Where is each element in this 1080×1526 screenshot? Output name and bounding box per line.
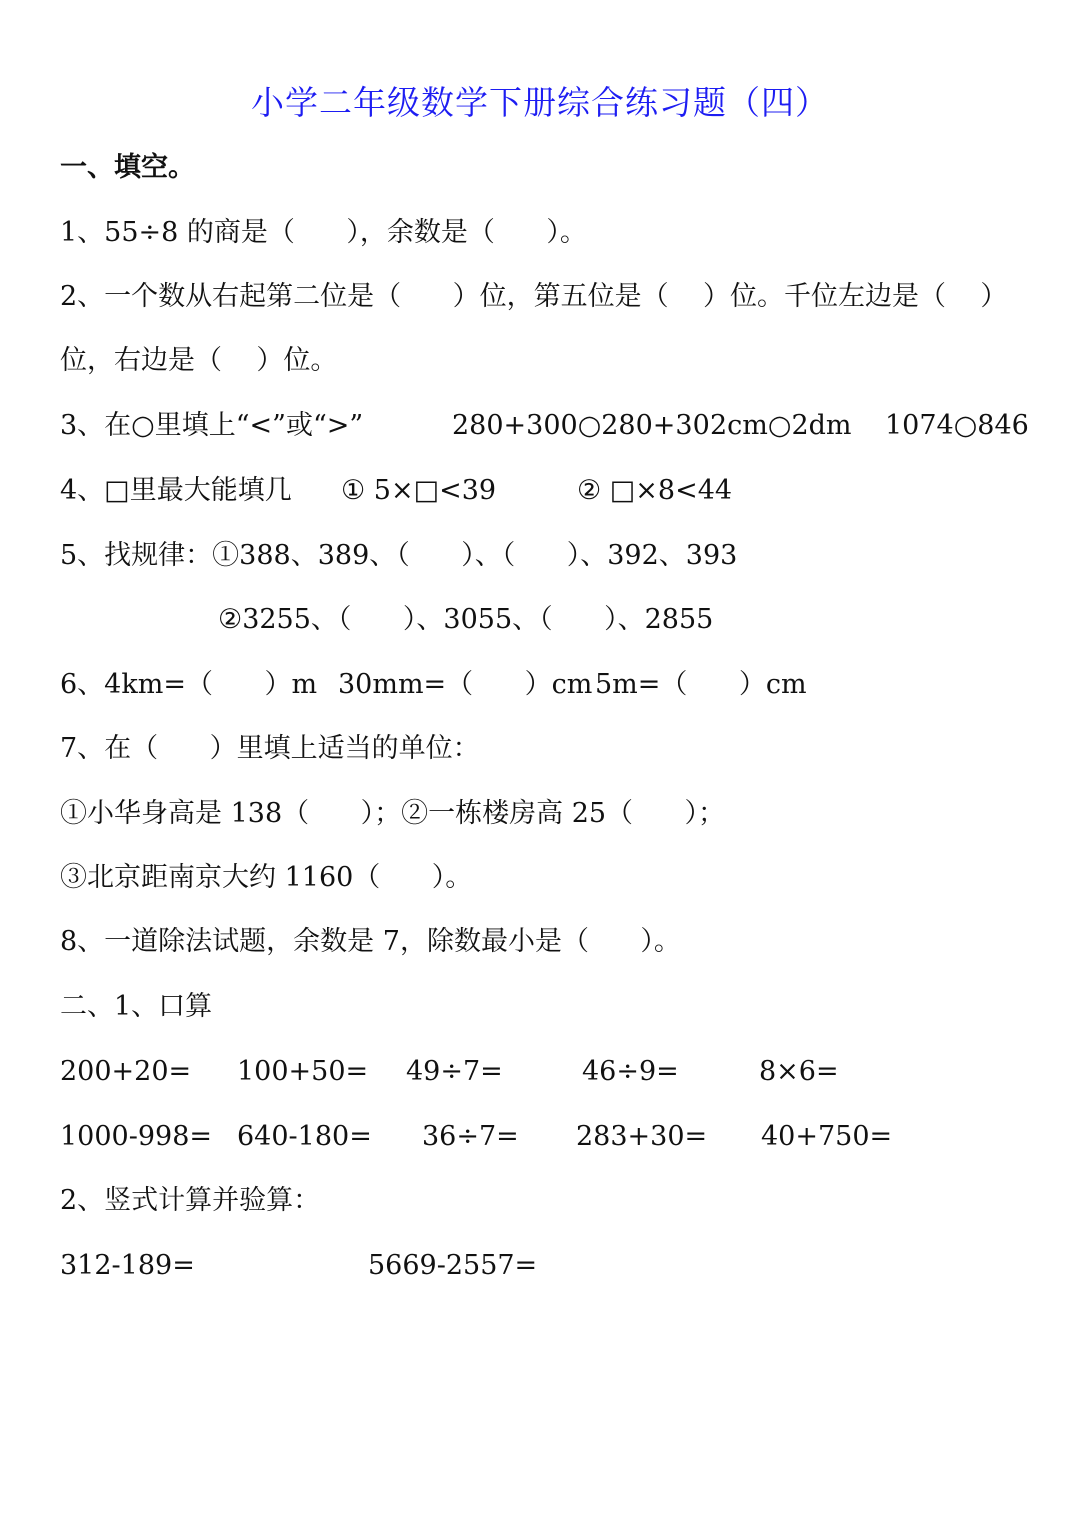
question-2-line1: 2、一个数从右起第二位是（ ）位，第五位是（ ）位。千位左边是（ ） xyxy=(60,281,1008,312)
oral-calc-item: 283+30= xyxy=(576,1121,708,1152)
section2-heading: 二、1、口算 xyxy=(60,991,213,1022)
oral-calc-item: 100+50= xyxy=(237,1056,369,1087)
question-4-item-1: ① 5×□<39 xyxy=(341,475,497,506)
question-3-item-3: 1074○846 xyxy=(885,410,1029,441)
question-2-line2: 位，右边是（ ）位。 xyxy=(60,345,338,376)
oral-calc-item: 200+20= xyxy=(60,1056,192,1087)
oral-calc-item: 1000-998= xyxy=(60,1121,212,1152)
oral-calc-item: 46÷9= xyxy=(582,1056,679,1087)
vertical-calc-item: 5669-2557= xyxy=(368,1250,538,1281)
vertical-calc-heading: 2、竖式计算并验算： xyxy=(60,1185,321,1216)
question-7-line3: ③北京距南京大约 1160（ ）。 xyxy=(60,862,473,893)
vertical-calc-item: 312-189= xyxy=(60,1250,195,1281)
question-3-item-1: 280+300○280+30 xyxy=(452,410,710,441)
question-5-line2: ②3255、（ ）、3055、（ ）、2855 xyxy=(218,604,714,635)
question-4-item-2: ② □×8<44 xyxy=(577,475,733,506)
question-7-line2: ①小华身高是 138（ ）；②一栋楼房高 25（ ）； xyxy=(60,798,726,829)
oral-calc-item: 49÷7= xyxy=(406,1056,503,1087)
question-8: 8、一道除法试题，余数是 7，除数最小是（ ）。 xyxy=(60,926,681,957)
oral-calc-item: 36÷7= xyxy=(422,1121,519,1152)
question-6-item-2: 30mm=（ ）cm xyxy=(338,669,593,700)
question-6-item-1: 6、4km=（ ）m xyxy=(60,669,318,700)
page-title: 小学二年级数学下册综合练习题（四） xyxy=(251,83,829,122)
question-1: 1、55÷8 的商是（ ），余数是（ ）。 xyxy=(60,217,587,248)
question-7-line1: 7、在（ ）里填上适当的单位： xyxy=(60,733,480,764)
section1-heading: 一、填空。 xyxy=(60,152,195,183)
question-3-item-2: 2cm○2dm xyxy=(710,410,852,441)
oral-calc-item: 8×6= xyxy=(759,1056,839,1087)
question-6-item-3: 5m=（ ）cm xyxy=(595,669,807,700)
question-5-line1: 5、找规律：①388、389、（ ）、（ ）、392、393 xyxy=(60,540,738,571)
question-3-label: 3、在○里填上“<”或“>” xyxy=(60,410,364,441)
question-4-label: 4、□里最大能填几 xyxy=(60,475,292,506)
oral-calc-item: 40+750= xyxy=(761,1121,893,1152)
oral-calc-item: 640-180= xyxy=(237,1121,372,1152)
